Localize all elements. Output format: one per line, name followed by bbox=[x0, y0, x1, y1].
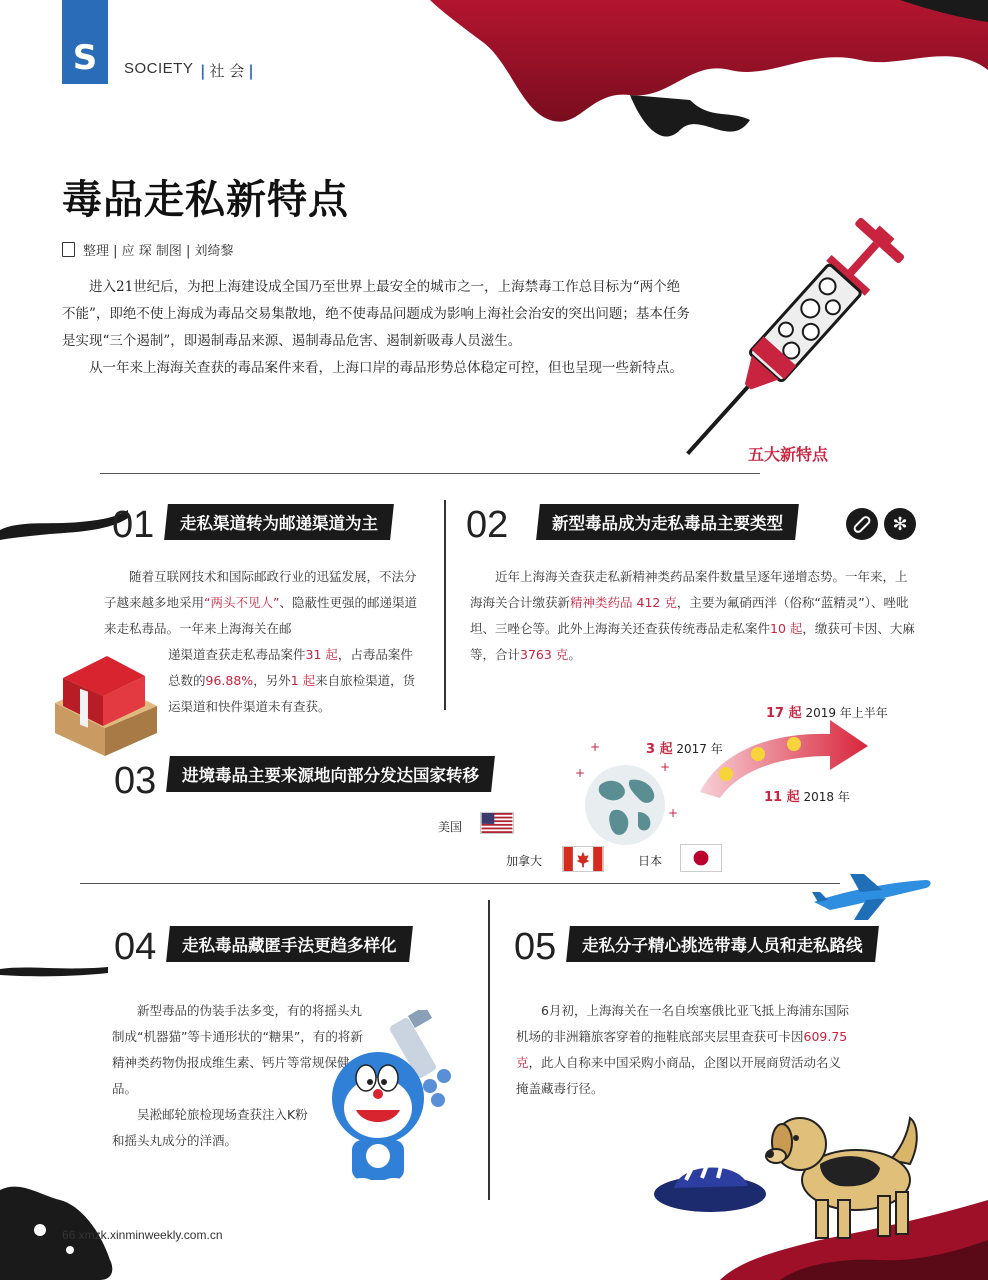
text: ，占毒品案件总数的 bbox=[168, 647, 413, 688]
bottom-ink-splash bbox=[0, 1170, 130, 1280]
text: ，缴获可卡因、大麻等，合计 bbox=[470, 621, 915, 662]
section-title bbox=[164, 504, 394, 540]
package-icon bbox=[45, 648, 165, 758]
section-5-paragraph bbox=[516, 998, 852, 1102]
country-label: 美国 bbox=[438, 820, 463, 834]
globe-icon bbox=[580, 760, 670, 850]
section-number: 02 bbox=[466, 504, 509, 546]
page-footer: 66 xmzk.xinminweekly.com.cn bbox=[62, 1228, 223, 1242]
timeline-period: 2018 年 bbox=[803, 790, 850, 804]
sparkle-icon: + bbox=[668, 806, 679, 820]
slipper-icon bbox=[650, 1150, 770, 1220]
text: 来自旅检渠道，货运渠道和快件渠道未有查获。 bbox=[168, 673, 416, 714]
sparkle-icon: + bbox=[660, 760, 671, 774]
text: ，另外 bbox=[253, 673, 291, 688]
highlight: 609.75 克 bbox=[516, 1029, 848, 1070]
airplane-icon bbox=[810, 872, 932, 922]
section-title bbox=[566, 926, 878, 962]
cannabis-icon: ✻ bbox=[884, 508, 916, 540]
highlight: 1 起 bbox=[290, 673, 316, 688]
divider bbox=[80, 883, 840, 884]
timeline-count: 11 起 bbox=[764, 790, 800, 805]
divider bbox=[444, 500, 446, 710]
timeline-period: 2017 年 bbox=[676, 742, 723, 756]
timeline-label bbox=[646, 738, 723, 757]
section-5-body bbox=[516, 998, 852, 1102]
text: 。 bbox=[568, 647, 581, 662]
text: 递渠道查获走私毒品案件 bbox=[168, 647, 306, 662]
section-badge: S bbox=[62, 0, 108, 84]
intro-text bbox=[62, 274, 692, 382]
intro-paragraph: 从一年来上海海关查获的毒品案件来看，上海口岸的毒品形势总体稳定可控，但也呈现一些新特点。 bbox=[89, 360, 683, 376]
highlight: 31 起 bbox=[305, 647, 338, 662]
section-number: 01 bbox=[112, 504, 155, 546]
section-4-paragraph: 吴淞邮轮旅检现场查获注入K粉和摇头丸成分的洋酒。 bbox=[112, 1107, 308, 1148]
section-title bbox=[166, 926, 412, 962]
highlight: 96.88% bbox=[205, 673, 254, 688]
page-title: 毒品走私新特点 bbox=[62, 176, 349, 223]
left-brush-strokes bbox=[0, 490, 130, 550]
section-title-text: 走私渠道转为邮递渠道为主 bbox=[180, 514, 378, 533]
byline bbox=[62, 240, 234, 259]
timeline-label bbox=[766, 702, 888, 721]
section-title-text: 走私毒品藏匿手法更趋多样化 bbox=[182, 936, 397, 955]
section-1-paragraph bbox=[104, 564, 422, 642]
section-2-paragraph bbox=[470, 564, 916, 668]
section-title bbox=[536, 504, 799, 540]
sparkle-icon: + bbox=[590, 740, 601, 754]
country-label: 日本 bbox=[638, 854, 663, 868]
dog-icon bbox=[760, 1104, 930, 1244]
divider bbox=[100, 473, 760, 474]
divider bbox=[488, 900, 490, 1200]
syringe-icon bbox=[660, 205, 920, 475]
section-name-cn-text: 社 会 bbox=[209, 62, 245, 80]
section-title-text: 走私分子精心挑选带毒人员和走私路线 bbox=[582, 936, 863, 955]
text: ，此人自称来中国采购小商品，企图以开展商贸活动名义掩盖藏毒行径。 bbox=[516, 1055, 842, 1096]
country-label: 加拿大 bbox=[506, 854, 543, 868]
timeline-count: 3 起 bbox=[646, 742, 673, 757]
section-number: 03 bbox=[114, 760, 157, 802]
five-features-label: 五大新特点 bbox=[748, 445, 829, 464]
section-1-body-2 bbox=[168, 642, 422, 720]
section-title-text: 进境毒品主要来源地向部分发达国家转移 bbox=[182, 766, 479, 785]
section-4-paragraph: 新型毒品的伪装手法多变，有的将摇头丸制成“机器猫”等卡通形状的“糖果”，有的将新精神类药物伪报成维生素、钙片等常规保健品。 bbox=[112, 1003, 363, 1096]
timeline-label bbox=[764, 786, 850, 805]
text: 随着互联网技术和国际邮政行业的迅猛发展，不法分子越来越多地采用 bbox=[104, 569, 417, 610]
section-name-en: SOCIETY bbox=[124, 60, 194, 77]
japan-flag-icon bbox=[680, 844, 722, 872]
text: ，主要为氟硝西泮（俗称“蓝精灵”）、唑吡坦、三唑仑等。此外上海海关还查获传统毒品走私案件 bbox=[470, 595, 909, 636]
timeline-period: 2019 年上半年 bbox=[805, 706, 888, 720]
canada-flag-icon bbox=[562, 846, 604, 872]
section-1-body bbox=[104, 564, 422, 642]
section-2-body bbox=[470, 564, 916, 668]
robot-cat-icon bbox=[318, 1010, 478, 1196]
left-brush-strokes-2 bbox=[0, 955, 110, 985]
highlight: 10 起 bbox=[770, 621, 803, 636]
sparkle-icon: + bbox=[575, 766, 586, 780]
section-number: 05 bbox=[514, 926, 557, 968]
timeline-count: 17 起 bbox=[766, 706, 802, 721]
highlight: 3763 克 bbox=[520, 647, 569, 662]
pill-icon bbox=[846, 508, 878, 540]
text: 6月初，上海海关在一名自埃塞俄比亚飞抵上海浦东国际机场的非洲籍旅客穿着的拖鞋底部夹层里查获可卡因 bbox=[516, 1003, 849, 1044]
highlight: 精神类药品 412 克 bbox=[570, 595, 677, 610]
top-paint-splash bbox=[430, 0, 988, 160]
section-1-paragraph bbox=[168, 642, 422, 720]
section-name-cn: | 社 会 | bbox=[200, 62, 254, 80]
document-icon bbox=[62, 242, 75, 257]
intro-paragraph: 进入21世纪后，为把上海建设成全国乃至世界上最安全的城市之一，上海禁毒工作总目标为“两个绝不能”，即绝不使上海成为毒品交易集散地，绝不使毒品问题成为影响上海社会治安的突出问题；基本任务是实现“三个遏制”，即遏制毒品来源、遏制毒品危害、遏制新吸毒人员滋生。 bbox=[62, 279, 690, 349]
usa-flag-icon bbox=[480, 812, 514, 834]
section-title bbox=[166, 756, 495, 792]
text: 近年上海海关查获走私新精神类药品案件数量呈逐年递增态势。一年来，上海海关合计缴获新 bbox=[470, 569, 908, 610]
byline-text: 整理 | 应 琛 制图 | 刘绮黎 bbox=[83, 244, 234, 259]
section-title-text: 新型毒品成为走私毒品主要类型 bbox=[552, 514, 783, 533]
highlight: “两头不见人” bbox=[204, 595, 280, 610]
section-number: 04 bbox=[114, 926, 157, 968]
text: 、隐蔽性更强的邮递渠道来走私毒品。一年来上海海关在邮 bbox=[104, 595, 417, 636]
